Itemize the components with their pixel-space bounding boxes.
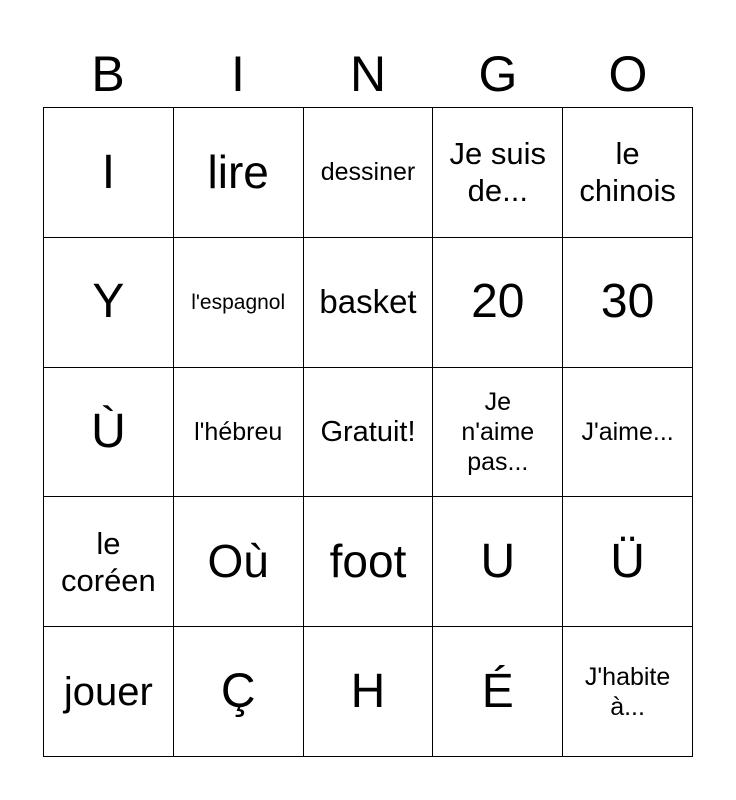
bingo-cell[interactable]: É <box>433 627 563 757</box>
bingo-cell[interactable]: 20 <box>433 238 563 368</box>
bingo-cell[interactable]: l'hébreu <box>174 368 304 498</box>
bingo-cell[interactable]: I <box>44 108 174 238</box>
bingo-cell[interactable]: le chinois <box>563 108 693 238</box>
bingo-cell[interactable]: jouer <box>44 627 174 757</box>
bingo-grid <box>43 107 693 757</box>
bingo-cell[interactable]: le coréen <box>44 497 174 627</box>
bingo-cell[interactable]: Ç <box>174 627 304 757</box>
bingo-cell[interactable]: Gratuit! <box>304 368 434 498</box>
bingo-cell[interactable]: Ü <box>563 497 693 627</box>
header-letter-g: G <box>478 46 518 102</box>
bingo-cell[interactable]: Je suis de... <box>433 108 563 238</box>
bingo-cell[interactable]: l'espagnol <box>174 238 304 368</box>
header-letter-n: N <box>349 46 387 102</box>
bingo-cell[interactable]: 30 <box>563 238 693 368</box>
bingo-cell[interactable]: lire <box>174 108 304 238</box>
bingo-cell[interactable]: U <box>433 497 563 627</box>
header-letter-b: B <box>91 46 125 102</box>
header-letter-i: I <box>231 46 245 102</box>
header-letter-o: O <box>608 46 648 102</box>
bingo-cell[interactable]: basket <box>304 238 434 368</box>
bingo-cell[interactable]: dessiner <box>304 108 434 238</box>
bingo-cell[interactable]: foot <box>304 497 434 627</box>
bingo-cell[interactable]: Ù <box>44 368 174 498</box>
bingo-header <box>43 42 693 106</box>
bingo-cell[interactable]: Où <box>174 497 304 627</box>
bingo-cell[interactable]: J'aime... <box>563 368 693 498</box>
bingo-cell[interactable]: Y <box>44 238 174 368</box>
bingo-cell[interactable]: H <box>304 627 434 757</box>
bingo-cell[interactable]: Je n'aime pas... <box>433 368 563 498</box>
bingo-cell[interactable]: J'habite à... <box>563 627 693 757</box>
